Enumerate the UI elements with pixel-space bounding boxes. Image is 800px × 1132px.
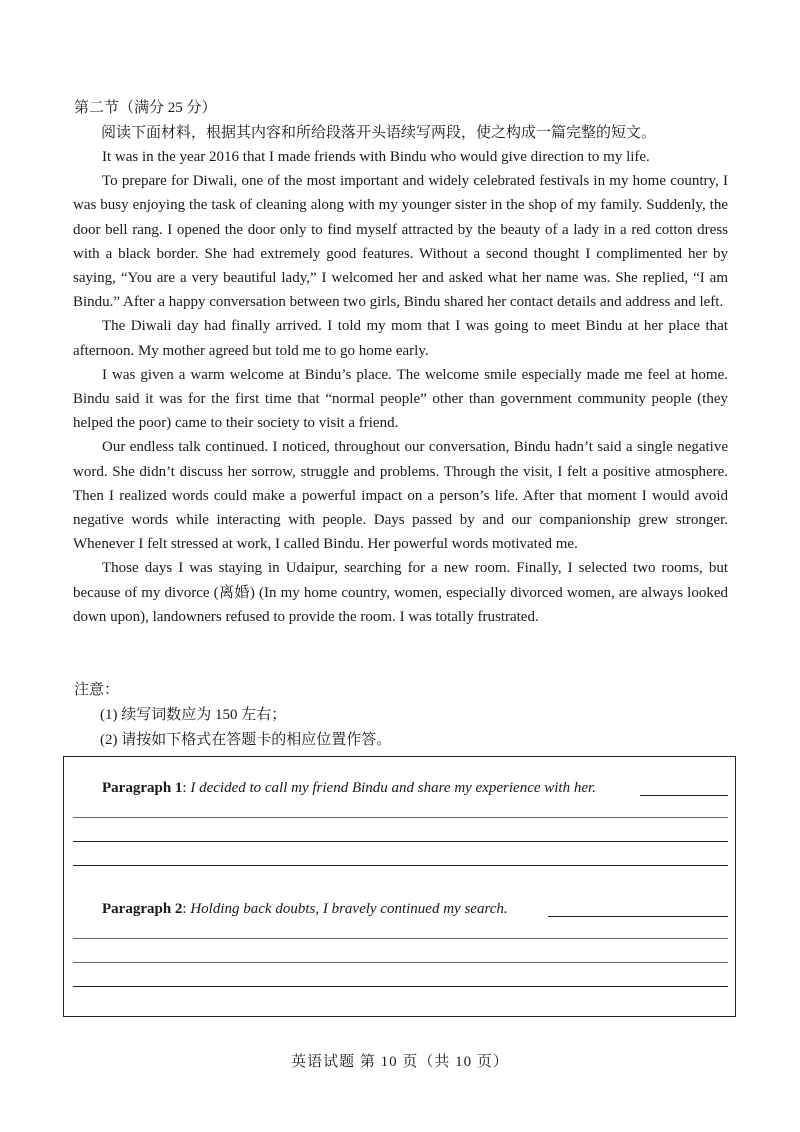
section-title: 第二节（满分 25 分） (74, 100, 217, 116)
paragraph2-opening: Holding back doubts, I bravely continued my search. (190, 901, 508, 917)
writing-line[interactable] (73, 865, 728, 866)
note-item: (2) 请按如下格式在答题卡的相应位置作答。 (100, 732, 392, 748)
writing-line[interactable] (73, 986, 728, 987)
story-paragraph: Our endless talk continued. I noticed, throughout our conversation, Bindu hadn’t said a single negative word. She didn’t discuss her sorrow, struggle and problems. Through the visit, I felt a positive atmosphere. Then I realized words could make a powerful impact on a person’s life. After that moment I would avoid negative words while interacting with people. Days passed by and our companionship grew stronger. Whenever I felt stressed at work, I called Bindu. Her powerful words motivated me. (73, 439, 728, 553)
note-item: (1) 续写词数应为 150 左右； (100, 707, 287, 723)
paragraph1-opening: I decided to call my friend Bindu and share my experience with her. (190, 780, 596, 796)
story-paragraph: Those days I was staying in Udaipur, searching for a new room. Finally, I selected two rooms, but because of my divorce (离婚) (In my home country, women, especially divorced women, are always looked down upon), landowners refused to provide the room. I was totally frustrated. (73, 560, 728, 625)
paragraph2-blank[interactable] (548, 916, 728, 917)
page-footer: 英语试题 第 10 页（共 10 页） (291, 1054, 509, 1070)
writing-line[interactable] (73, 962, 728, 963)
story-text (73, 145, 728, 629)
instructions: 阅读下面材料，根据其内容和所给段落开头语续写两段，使之构成一篇完整的短文。 (101, 125, 657, 141)
writing-line[interactable] (73, 938, 728, 939)
notes-heading: 注意： (74, 682, 120, 698)
label-colon: : (182, 901, 191, 917)
paragraph1-label: Paragraph 1 (102, 780, 183, 796)
paragraph2-label: Paragraph 2 (102, 901, 183, 917)
label-colon: : (182, 780, 191, 796)
writing-line[interactable] (73, 841, 728, 842)
story-paragraph: To prepare for Diwali, one of the most important and widely celebrated festivals in my home country, I was busy enjoying the task of cleaning along with my younger sister in the shop of my family. Suddenly, the door bell rang. I opened the door only to find myself attracted by the beauty of a lady in a red cotton dress with a black border. She had extremely good features. Without a second thought I complimented her by saying, “You are a very beautiful lady,” I welcomed her and asked what her name was. She replied, “I am Bindu.” After a happy conversation between two girls, Bindu shared her contact details and address and left. (73, 173, 728, 311)
paragraph1-blank[interactable] (640, 795, 728, 796)
story-paragraph: I was given a warm welcome at Bindu’s place. The welcome smile especially made me feel at home. Bindu said it was for the first time that “normal people” other than government community people (they helped the poor) came to their society to visit a friend. (73, 366, 728, 432)
story-paragraph: The Diwali day had finally arrived. I told my mom that I was going to meet Bindu at her place that afternoon. My mother agreed but told me to go home early. (73, 318, 728, 359)
answer-box (63, 756, 736, 1017)
paragraph1-prompt (102, 778, 596, 798)
writing-line[interactable] (73, 817, 728, 818)
story-paragraph: It was in the year 2016 that I made friends with Bindu who would give direction to my life. (102, 149, 650, 165)
paragraph2-prompt (102, 899, 508, 919)
